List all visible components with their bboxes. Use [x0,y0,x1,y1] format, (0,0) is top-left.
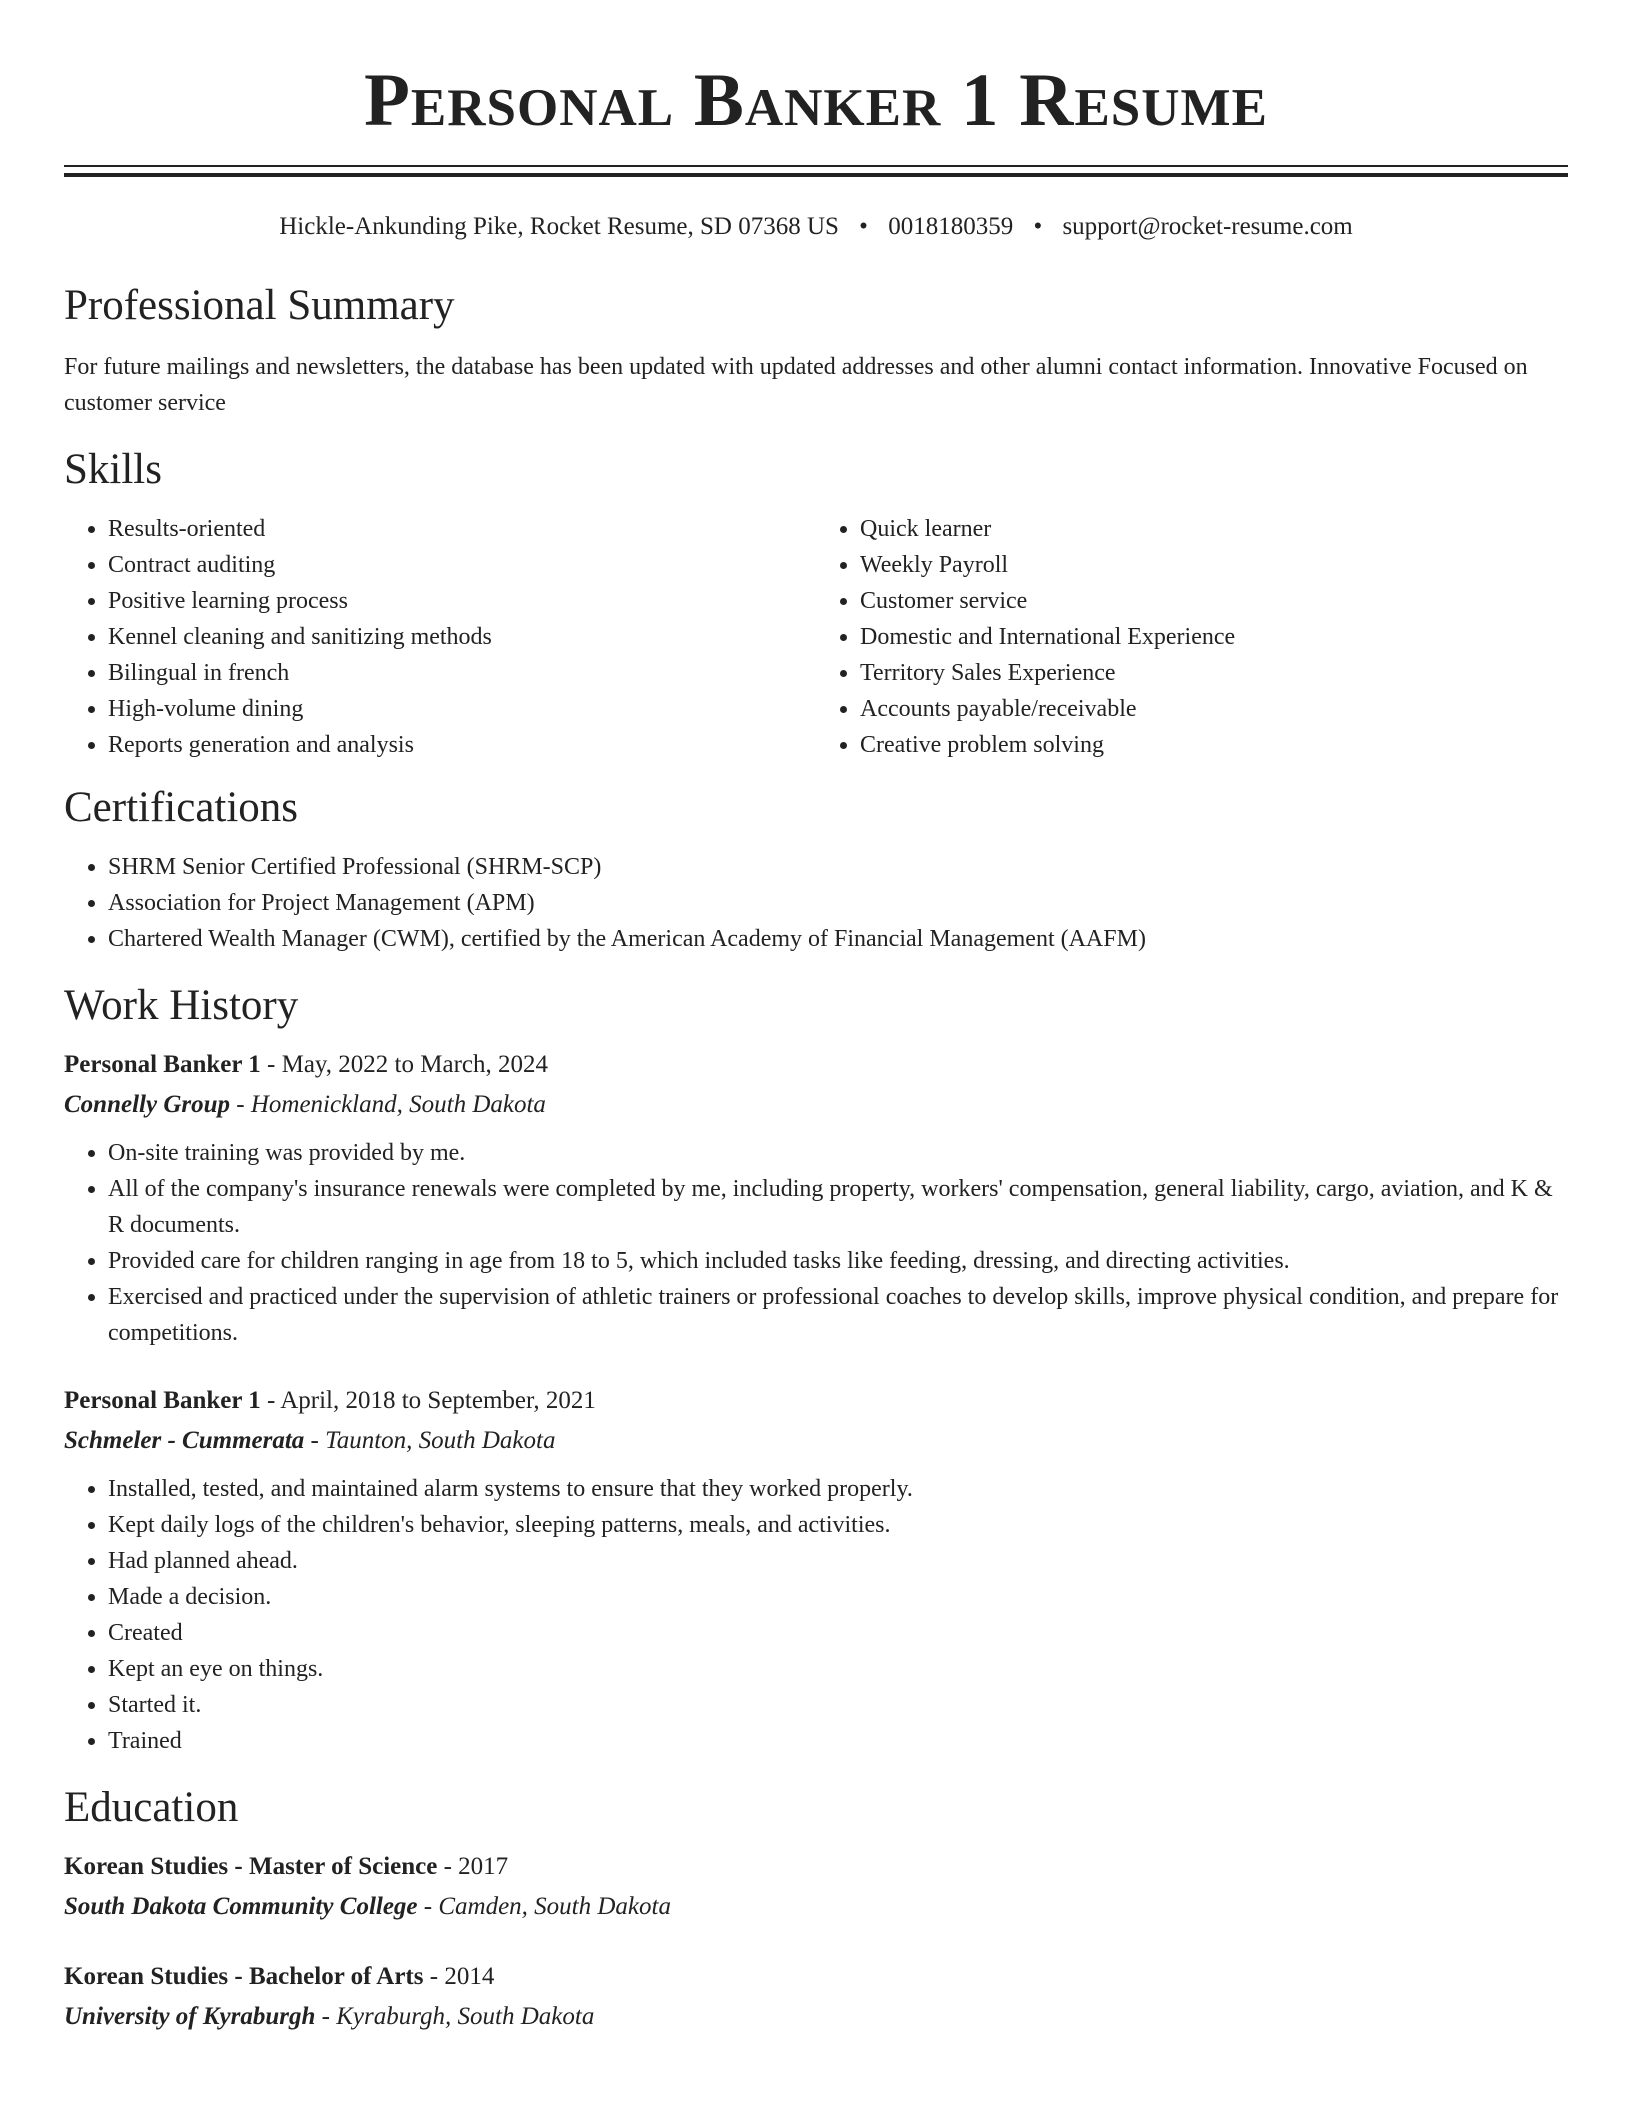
school-location: - Camden, South Dakota [417,1893,671,1920]
contact-email[interactable]: support@rocket-resume.com [1062,213,1353,240]
skill-item: • High-volume dining [108,691,816,727]
skill-item: • Territory Sales Experience [860,655,1568,691]
degree-line [64,1847,1568,1887]
education-entry [64,1957,1568,2037]
certification-item: • SHRM Senior Certified Professional (SHRM-SCP) [108,849,1568,885]
job-dates: - April, 2018 to September, 2021 [260,1387,596,1414]
skill-item: • Accounts payable/receivable [860,691,1568,727]
education-section [64,1781,1568,2037]
certifications-section [64,781,1568,957]
school-name: University of Kyraburgh [64,2003,316,2030]
job-duty: • Installed, tested, and maintained alarm systems to ensure that they worked properly. [108,1471,1568,1507]
education-heading: Education [64,1784,239,1831]
job-title-line [64,1045,1568,1085]
graduation-year: - 2014 [423,1963,495,1990]
degree: Korean Studies - Bachelor of Arts [64,1963,424,1990]
job-duty: • Kept an eye on things. [108,1651,1568,1687]
job-duty: • Created [108,1615,1568,1651]
job-duty: • Exercised and practiced under the supervision of athletic trainers or professional coaches to develop skills, improve physical condition, and prepare for competitions. [108,1279,1568,1351]
school-name: South Dakota Community College [64,1893,418,1920]
job-location: - Taunton, South Dakota [304,1427,556,1454]
certifications-list [64,849,1568,957]
work-history-section [64,979,1568,1759]
job-employer-line [64,1421,1568,1461]
job-duty: • All of the company's insurance renewals were completed by me, including property, workers' compensation, general liability, cargo, aviation, and K & R documents. [108,1171,1568,1243]
job-title: Personal Banker 1 [64,1051,261,1078]
job-title-line [64,1381,1568,1421]
graduation-year: - 2017 [437,1853,509,1880]
skill-item: • Reports generation and analysis [108,727,816,763]
title-rule-thick [64,173,1568,177]
contact-separator: • [859,213,868,240]
skill-item: • Weekly Payroll [860,547,1568,583]
work-history-heading: Work History [64,982,299,1029]
skill-item: • Quick learner [860,511,1568,547]
skill-item: • Kennel cleaning and sanitizing methods [108,619,816,655]
job-duty: • Had planned ahead. [108,1543,1568,1579]
certification-item: • Association for Project Management (APM) [108,885,1568,921]
skill-item: • Contract auditing [108,547,816,583]
job-title: Personal Banker 1 [64,1387,261,1414]
degree: Korean Studies - Master of Science [64,1853,438,1880]
degree-line [64,1957,1568,1997]
contact-address: Hickle-Ankunding Pike, Rocket Resume, SD 07368 US [279,213,839,240]
contact-line [64,211,1568,243]
skill-item: • Customer service [860,583,1568,619]
skills-list-left [64,511,816,763]
certifications-heading: Certifications [64,784,299,831]
job-duty: • Provided care for children ranging in age from 18 to 5, which included tasks like feeding, dressing, and directing activities. [108,1243,1568,1279]
education-entry [64,1847,1568,1927]
job-duty: • Trained [108,1723,1568,1759]
job-duty: • On-site training was provided by me. [108,1135,1568,1171]
title-rule-thin [64,165,1568,167]
resume-title: Personal Banker 1 Resume [364,59,1268,142]
school-location: - Kyraburgh, South Dakota [315,2003,595,2030]
contact-phone: 0018180359 [888,213,1014,240]
job-entry [64,1045,1568,1351]
contact-separator: • [1033,213,1043,240]
job-duty: • Started it. [108,1687,1568,1723]
skill-item: • Bilingual in french [108,655,816,691]
job-duties [64,1135,1568,1351]
skill-item: • Positive learning process [108,583,816,619]
job-location: - Homenickland, South Dakota [230,1091,546,1118]
job-duties [64,1471,1568,1759]
skills-section [64,443,1568,763]
skills-list-right [816,511,1568,763]
job-duty: • Made a decision. [108,1579,1568,1615]
skill-item: • Results-oriented [108,511,816,547]
skill-item: • Domestic and International Experience [860,619,1568,655]
job-duty: • Kept daily logs of the children's behavior, sleeping patterns, meals, and activities. [108,1507,1568,1543]
job-employer-line [64,1085,1568,1125]
job-dates: - May, 2022 to March, 2024 [260,1051,548,1078]
skill-item: • Creative problem solving [860,727,1568,763]
school-line [64,1887,1568,1927]
job-employer: Schmeler - Cummerata [64,1427,305,1454]
skills-heading: Skills [64,446,162,493]
certification-item: • Chartered Wealth Manager (CWM), certified by the American Academy of Financial Management (AAFM) [108,921,1568,957]
job-entry [64,1381,1568,1759]
skills-grid [64,511,1568,763]
summary-section [64,279,1568,421]
summary-heading: Professional Summary [64,282,455,329]
summary-text: For future mailings and newsletters, the database has been updated with updated addresses and other alumni contact information. Innovative Focused on customer service [64,354,1528,416]
job-employer: Connelly Group [64,1091,231,1118]
school-line [64,1997,1568,2037]
